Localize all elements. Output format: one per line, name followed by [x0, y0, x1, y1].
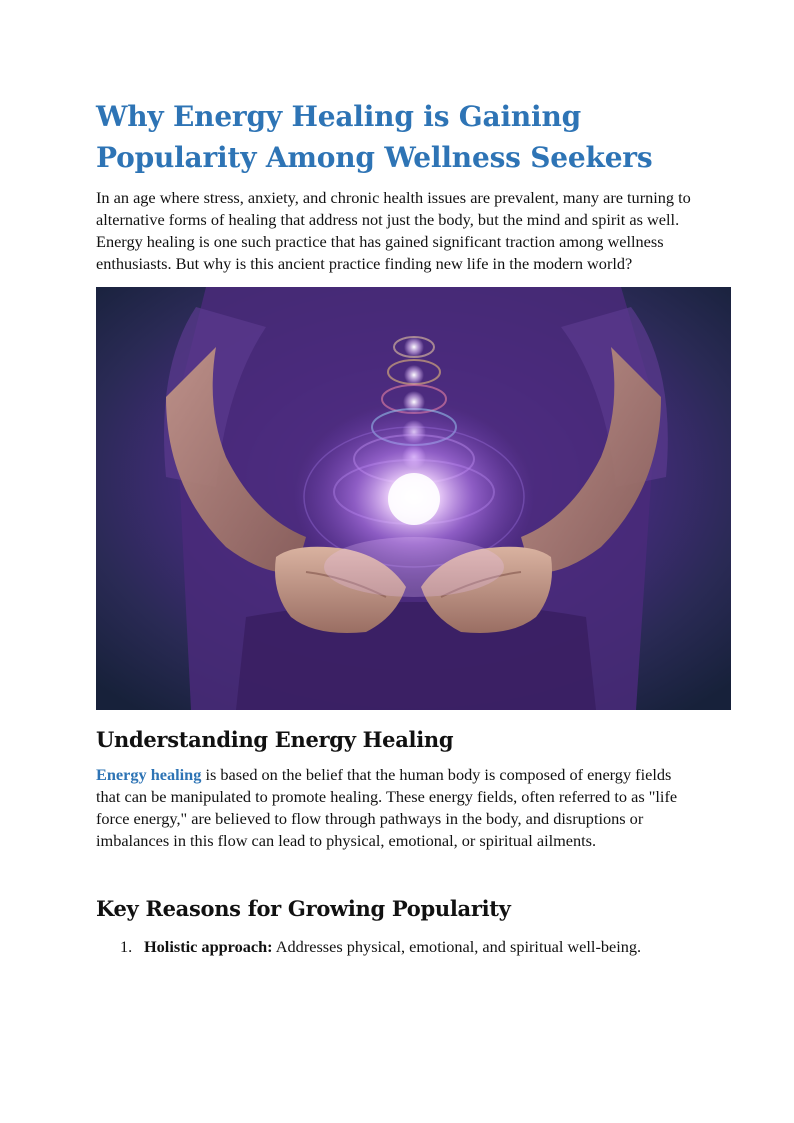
list-item: [96, 936, 664, 958]
list-item-label: Holistic approach:: [144, 937, 273, 956]
article: [96, 96, 736, 958]
list-item-text: Addresses physical, emotional, and spiritual well-being.: [272, 937, 642, 956]
understanding-body-text: is based on the belief that the human body is composed of energy fields that can be manipulated to promote healing. These energy fields, often referred to as "life force energy," are believed to flow through pathways in the body, and disruptions or imbalances in this flow can lead to physical, emotional, or spiritual ailments.: [96, 765, 678, 850]
intro-paragraph: In an age where stress, anxiety, and chronic health issues are prevalent, many are turning to alternative forms of healing that address not just the body, but the mind and spirit as well. Energy healing is one such practice that has gained significant traction among wellness enthusiasts. But why is this ancient practice finding new life in the modern world?: [96, 188, 691, 273]
hero-illustration: [96, 287, 731, 710]
understanding-paragraph: [96, 764, 696, 852]
reasons-list: [96, 936, 736, 958]
section-heading-key-reasons: Key Reasons for Growing Popularity: [96, 896, 511, 921]
list-item-number: 1.: [120, 937, 133, 956]
section-heading-understanding: Understanding Energy Healing: [96, 727, 454, 752]
hands-holding-energy-orb-image: [96, 287, 731, 710]
article-title: Why Energy Healing is Gaining Popularity Among Wellness Seekers: [96, 100, 653, 174]
energy-healing-link[interactable]: Energy healing: [96, 765, 202, 784]
